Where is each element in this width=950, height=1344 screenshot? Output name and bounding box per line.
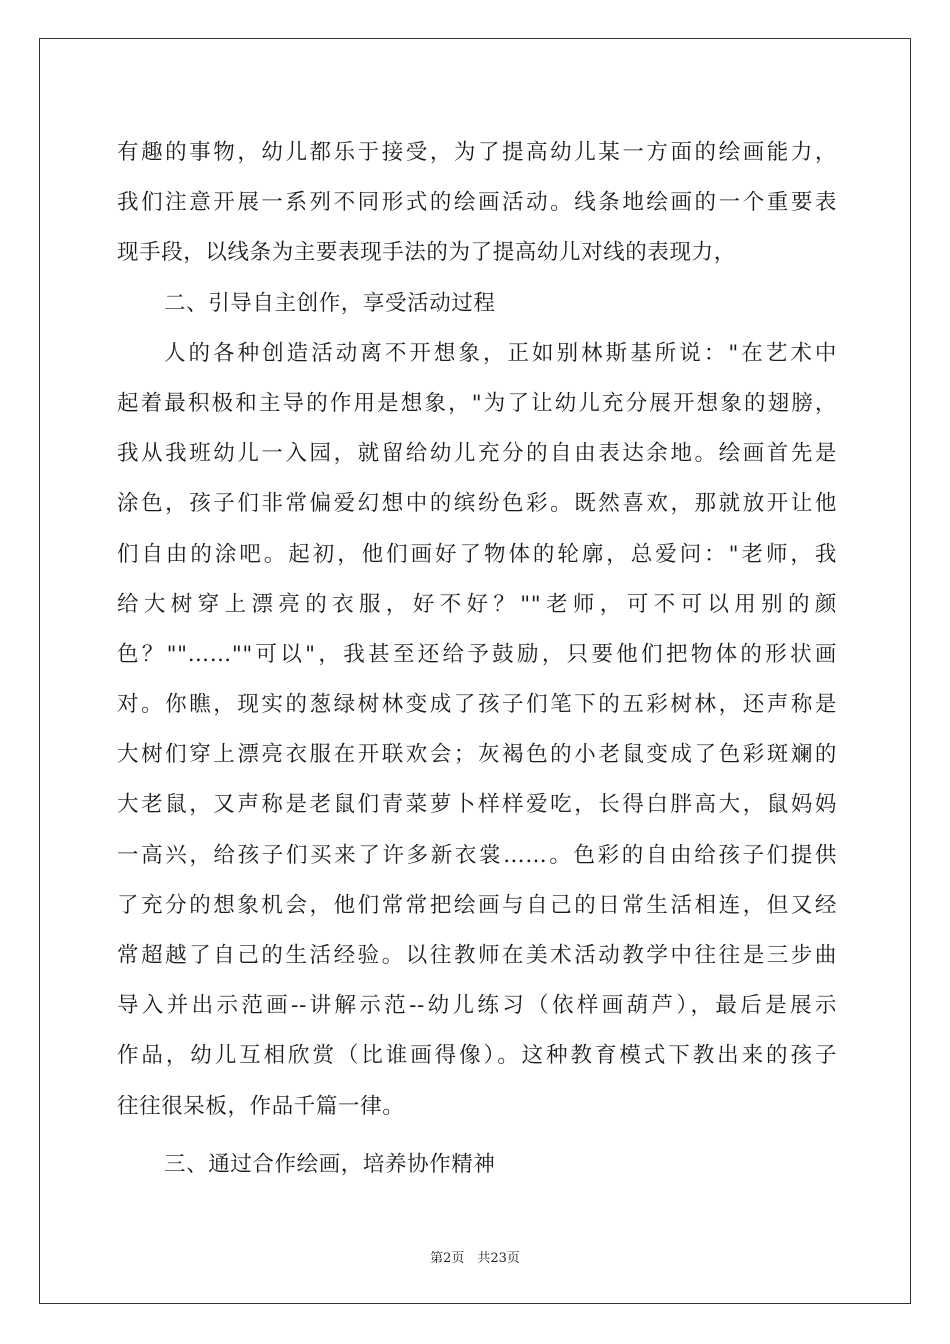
section-heading: 三、通过合作绘画，培养协作精神 <box>164 1151 496 1177</box>
body-line: 我从我班幼儿一入园，就留给幼儿充分的自由表达余地。绘画首先是 <box>117 441 837 467</box>
document-body <box>117 128 837 1190</box>
body-line: 大树们穿上漂亮衣服在开联欢会；灰褐色的小老鼠变成了色彩斑斓的 <box>117 742 837 768</box>
body-line: 给大树穿上漂亮的衣服，好不好？""老师，可不可以用别的颜 <box>117 591 837 617</box>
body-line: 大老鼠，又声称是老鼠们青菜萝卜样样爱吃，长得白胖高大，鼠妈妈 <box>117 792 837 818</box>
body-line: 对。你瞧，现实的葱绿树林变成了孩子们笔下的五彩树林，还声称是 <box>117 692 837 718</box>
body-line: 涂色，孩子们非常偏爱幻想中的缤纷色彩。既然喜欢，那就放开让他 <box>117 491 837 517</box>
body-line: 了充分的想象机会，他们常常把绘画与自己的日常生活相连，但又经 <box>117 892 837 918</box>
body-line: 人的各种创造活动离不开想象，正如别林斯基所说："在艺术中 <box>164 340 837 366</box>
body-line: 色？""……""可以"，我甚至还给予鼓励，只要他们把物体的形状画 <box>117 641 837 667</box>
body-line: 往往很呆板，作品千篇一律。 <box>117 1093 405 1119</box>
body-line: 现手段，以线条为主要表现手法的为了提高幼儿对线的表现力， <box>117 240 736 266</box>
body-line: 一高兴，给孩子们买来了许多新衣裳……。色彩的自由给孩子们提供 <box>117 842 837 868</box>
body-line: 我们注意开展一系列不同形式的绘画活动。线条地绘画的一个重要表 <box>117 190 837 216</box>
section-heading: 二、引导自主创作，享受活动过程 <box>164 290 496 316</box>
page-number: 第2页 共23页 <box>430 1251 520 1266</box>
body-line: 作品，幼儿互相欣赏（比谁画得像）。这种教育模式下教出来的孩子 <box>117 1043 837 1069</box>
body-line: 常超越了自己的生活经验。以往教师在美术活动教学中往往是三步曲 <box>117 943 837 968</box>
body-line: 们自由的涂吧。起初，他们画好了物体的轮廓，总爱问："老师，我 <box>117 541 837 567</box>
paragraph-gap <box>117 1132 837 1140</box>
body-line: 起着最积极和主导的作用是想象，"为了让幼儿充分展开想象的翅膀， <box>117 390 837 416</box>
body-line: 导入并出示范画--讲解示范--幼儿练习（依样画葫芦），最后是展示 <box>117 993 837 1019</box>
body-line: 有趣的事物，幼儿都乐于接受，为了提高幼儿某一方面的绘画能力， <box>117 140 837 165</box>
